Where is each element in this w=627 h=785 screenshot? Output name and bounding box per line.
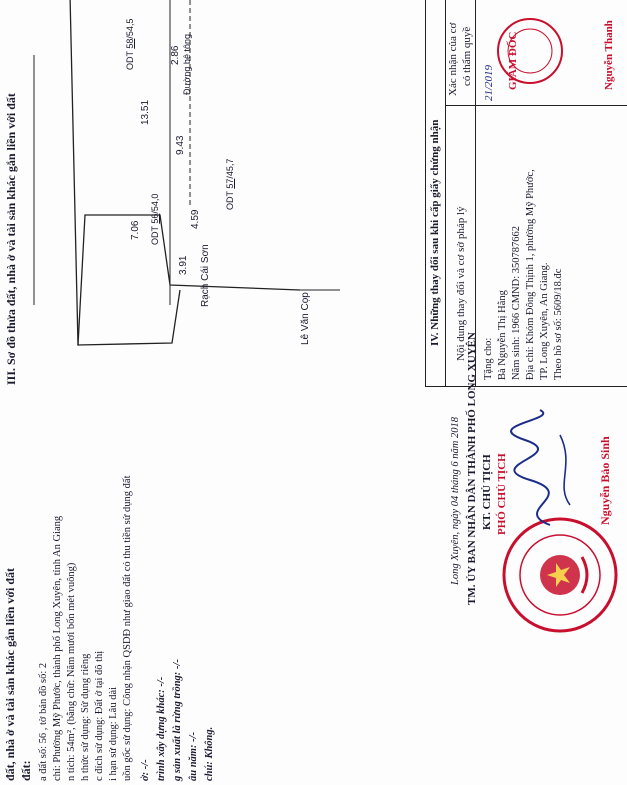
map-title: III. Sơ đồ thửa đất, nhà ở và tài sản khác gắn liền với đất xyxy=(4,93,18,385)
table-border xyxy=(425,0,426,386)
place-date: Long Xuyên, ngày 04 tháng 6 năm 2018 xyxy=(450,417,461,585)
parcel-area: 45,7 xyxy=(225,158,235,177)
role-vice: PHÓ CHỦ TỊCH xyxy=(496,453,508,535)
table-border xyxy=(445,0,446,386)
role-kt: KT. CHỦ TỊCH xyxy=(481,454,493,530)
stamp-date: 21/2019 xyxy=(483,64,495,101)
parcel-57-label: ODT 57/45,7 xyxy=(225,158,235,210)
entry-line: Địa chỉ: Khóm Đông Thịnh 1, phường Mỹ Phước, xyxy=(525,169,536,380)
road-label: Lê Văn Cọp xyxy=(300,292,311,345)
italic-line: chú: Không. xyxy=(204,726,215,781)
italic-line: trình xây dựng khác: -/- xyxy=(156,676,167,781)
parcel-num: 58 xyxy=(125,38,135,49)
entry-line: Năm sinh: 1966 CMND: 350787662 xyxy=(511,225,522,380)
table-title: IV. Những thay đổi sau khi cấp giấy chứng nhận xyxy=(429,119,441,346)
parcel-58-label: ODT 58/54,5 xyxy=(125,18,135,70)
italic-line: âu năm: -/- xyxy=(188,731,199,781)
signature-icon xyxy=(500,405,590,535)
parcel-56-label: ODT 56/54,0 xyxy=(150,193,160,245)
parcel-code: ODT xyxy=(150,226,160,245)
section-subtitle: đất: xyxy=(19,760,33,781)
stamp-signer: Nguyễn Thanh xyxy=(603,20,615,90)
land-line: i hạn sử dụng: Lâu dài xyxy=(108,686,119,781)
dim-label: 7.06 xyxy=(130,220,141,240)
parcel-num: 57 xyxy=(225,178,235,189)
land-line: uồn gốc sử dụng: Công nhận QSDĐ như giao đất có thu tiền sử dụng đất xyxy=(122,475,133,781)
stamp-role: GIÁM ĐỐC xyxy=(507,31,519,90)
road-label: Đường bê tông xyxy=(182,34,192,95)
dim-label: 3.91 xyxy=(178,255,189,275)
parcel-area: 54,5 xyxy=(125,18,135,37)
entry-line: TP. Long Xuyên, An Giang. xyxy=(539,262,550,380)
parcel-outline xyxy=(78,215,300,345)
italic-line: ở: -/- xyxy=(140,759,151,781)
col-content: Nội dung thay đổi và cơ sở pháp lý xyxy=(455,206,467,361)
land-line: chỉ: Phường Mỹ Phước, thành phố Long Xuyên, tỉnh An Giang xyxy=(52,515,63,781)
dim-label: 4.59 xyxy=(190,209,201,229)
table-border xyxy=(475,0,476,386)
entry-line: Bà Nguyễn Thị Hằng xyxy=(497,290,508,380)
col-confirm: có thẩm quyề xyxy=(461,26,473,86)
dim-label: 13.51 xyxy=(140,99,151,125)
section-title: đất, nhà ở và tài sản khác gắn liền với đất xyxy=(3,568,17,781)
land-line: h thức sử dụng: Sử dụng riêng xyxy=(80,653,91,781)
dim-label: 9.43 xyxy=(175,135,186,155)
land-line: n tích: 54m², (bằng chữ: Năm mươi bốn mét vuông) xyxy=(66,562,77,781)
entry-line: Theo hồ sơ số: 5609/18.đc xyxy=(553,268,564,380)
signer-name: Nguyễn Bảo Sinh xyxy=(598,436,612,525)
changes-table xyxy=(425,0,627,387)
land-line: a đất số: 56 , tờ bản đồ số: 2 xyxy=(38,662,49,781)
entry-line: Tặng cho: xyxy=(483,337,494,380)
col-confirm: Xác nhận của cơ xyxy=(447,22,459,96)
parcel-code: ODT xyxy=(225,191,235,210)
parcel-num: 56 xyxy=(150,213,160,224)
parcel-code: ODT xyxy=(125,51,135,70)
table-border xyxy=(445,105,627,106)
dim-label: 2.86 xyxy=(170,45,181,65)
parcel-area: 54,0 xyxy=(150,193,160,212)
authority: TM. ỦY BAN NHÂN DÂN THÀNH PHỐ LONG XUYÊN xyxy=(466,332,478,605)
stamp-seal-icon xyxy=(495,16,565,86)
land-line: c đích sử dụng: Đất ở tại đô thị xyxy=(94,650,105,781)
parcel-58-outline xyxy=(60,0,78,345)
italic-line: g sản xuất là rừng trồng: -/- xyxy=(172,659,183,781)
river-label: Rạch Cái Sơn xyxy=(200,244,211,307)
